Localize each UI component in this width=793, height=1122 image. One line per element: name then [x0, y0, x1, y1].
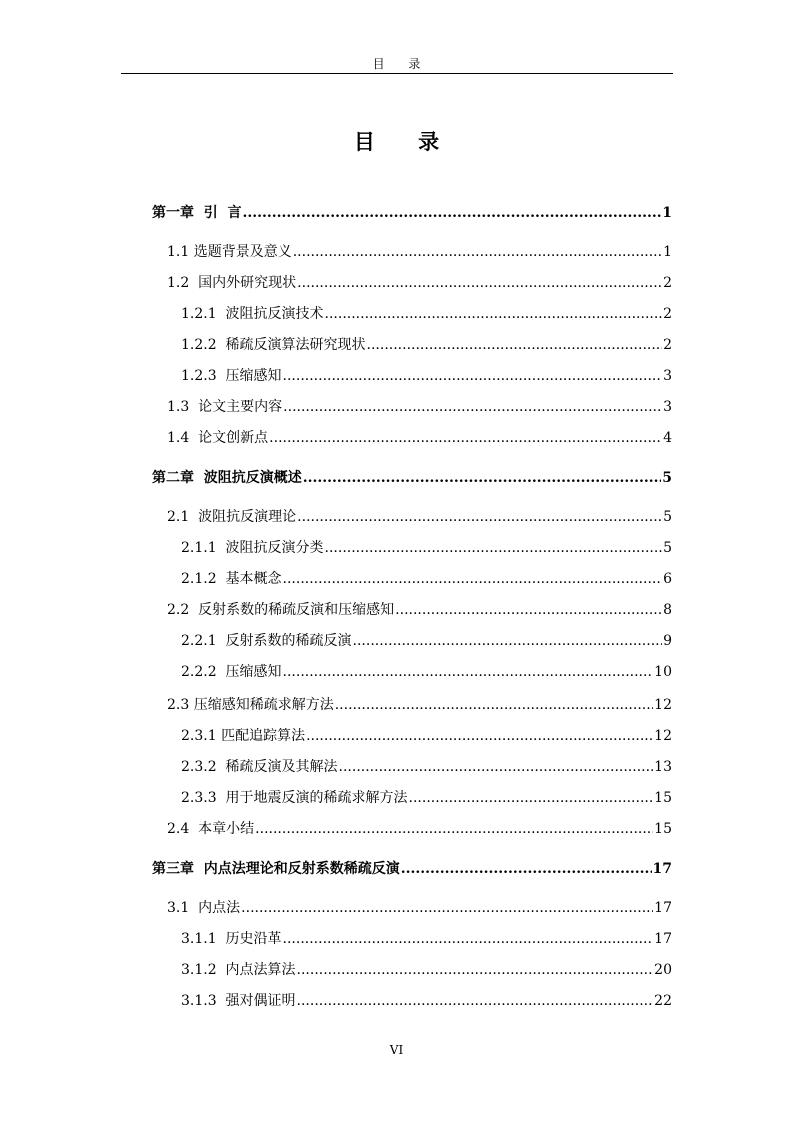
toc-entry-label: 1.1 选题背景及意义 [167, 244, 292, 260]
toc-entry[interactable] [181, 757, 672, 777]
toc-entry-label: 2.1.1 波阻抗反演分类 [181, 540, 324, 556]
toc-entry[interactable] [181, 366, 672, 386]
toc-entry-page: 5 [662, 470, 672, 486]
toc-entry[interactable] [167, 428, 672, 448]
toc-entry-page: 12 [654, 697, 672, 713]
dot-leader [303, 468, 662, 488]
toc-entry[interactable] [181, 538, 672, 558]
toc-entry-page: 17 [654, 931, 672, 947]
dot-leader [306, 726, 653, 746]
toc-entry-page: 5 [663, 509, 672, 525]
toc-entry[interactable] [181, 726, 672, 746]
dot-leader [293, 242, 662, 262]
dot-leader [325, 304, 663, 324]
toc-entry-page: 3 [663, 399, 672, 415]
dot-leader [353, 631, 663, 651]
toc-entry-label: 第二章 波阻抗反演概述 [152, 470, 302, 486]
toc-entry-page: 10 [654, 664, 672, 680]
toc-chapter-entry[interactable] [152, 468, 672, 488]
toc-entry[interactable] [181, 631, 672, 651]
toc-entry-label: 2.4 本章小结 [167, 821, 255, 837]
toc-entry-label: 第三章 内点法理论和反射系数稀疏反演 [152, 861, 400, 877]
toc-entry[interactable] [181, 662, 672, 682]
dot-leader [255, 819, 653, 839]
toc-entry-label: 1.2.3 压缩感知 [181, 368, 282, 384]
dot-leader [335, 695, 653, 715]
toc-entry-page: 2 [663, 337, 672, 353]
dot-leader [241, 898, 653, 918]
toc-entry[interactable] [181, 335, 672, 355]
toc-entry[interactable] [181, 788, 672, 808]
toc-entry-page: 8 [663, 602, 672, 618]
toc-entry[interactable] [181, 929, 672, 949]
toc-entry[interactable] [181, 569, 672, 589]
toc-entry-page: 15 [654, 790, 672, 806]
toc-entry-label: 2.2.1 反射系数的稀疏反演 [181, 633, 352, 649]
toc-entry-page: 6 [663, 571, 672, 587]
toc-entry-label: 2.1.2 基本概念 [181, 571, 282, 587]
toc-entry-page: 2 [663, 275, 672, 291]
toc-entry-page: 2 [663, 306, 672, 322]
toc-entry-page: 3 [663, 368, 672, 384]
dot-leader [325, 538, 663, 558]
toc-entry-page: 15 [654, 821, 672, 837]
dot-leader [283, 929, 654, 949]
toc-entry-page: 13 [654, 759, 672, 775]
toc-chapter-entry[interactable] [152, 203, 672, 223]
toc-entry-label: 2.3.1 匹配追踪算法 [181, 728, 306, 744]
dot-leader [297, 507, 662, 527]
toc-entry-label: 3.1.2 内点法算法 [181, 962, 296, 978]
dot-leader [297, 273, 662, 293]
toc-entry-label: 2.3 压缩感知稀疏求解方法 [167, 697, 334, 713]
toc-entry-label: 2.3.2 稀疏反演及其解法 [181, 759, 338, 775]
toc-entry-label: 第一章 引 言 [152, 205, 242, 221]
toc-entry-page: 5 [663, 540, 672, 556]
toc-entry-label: 2.1 波阻抗反演理论 [167, 509, 297, 525]
toc-entry-label: 2.2 反射系数的稀疏反演和压缩感知 [167, 602, 395, 618]
toc-entry-label: 3.1.1 历史沿革 [181, 931, 282, 947]
dot-leader [409, 788, 654, 808]
header-rule [121, 73, 673, 74]
toc-entry-label: 1.4 论文创新点 [167, 430, 269, 446]
dot-leader [339, 757, 654, 777]
toc-entry-page: 1 [662, 205, 672, 221]
toc-entry-label: 1.2.1 波阻抗反演技术 [181, 306, 324, 322]
dot-leader [283, 397, 662, 417]
dot-leader [395, 600, 662, 620]
toc-entry-label: 2.3.3 用于地震反演的稀疏求解方法 [181, 790, 408, 806]
running-header: 目 录 [372, 57, 431, 71]
toc-entry-page: 17 [652, 861, 672, 877]
dot-leader [297, 991, 654, 1011]
toc-entry[interactable] [181, 304, 672, 324]
toc-entry-page: 12 [654, 728, 672, 744]
toc-entry-label: 1.3 论文主要内容 [167, 399, 283, 415]
toc-entry[interactable] [181, 960, 672, 980]
toc-entry-page: 9 [663, 633, 672, 649]
toc-entry[interactable] [167, 242, 672, 262]
dot-leader [297, 960, 654, 980]
dot-leader [243, 203, 662, 223]
toc-entry[interactable] [167, 273, 672, 293]
toc-entry[interactable] [167, 695, 672, 715]
dot-leader [283, 569, 663, 589]
toc-entry-label: 1.2 国内外研究现状 [167, 275, 297, 291]
toc-entry[interactable] [181, 991, 672, 1011]
toc-entry-label: 3.1 内点法 [167, 900, 241, 916]
toc-entry[interactable] [167, 898, 672, 918]
page-title: 目 录 [353, 129, 458, 154]
toc-entry-page: 20 [654, 962, 672, 978]
dot-leader [269, 428, 662, 448]
toc-entry-label: 1.2.2 稀疏反演算法研究现状 [181, 337, 366, 353]
toc-entry-page: 17 [654, 900, 672, 916]
toc-chapter-entry[interactable] [152, 859, 672, 879]
toc-entry[interactable] [167, 397, 672, 417]
toc-entry-page: 4 [663, 430, 672, 446]
dot-leader [367, 335, 663, 355]
page-number: VI [389, 1043, 404, 1057]
toc-entry[interactable] [167, 600, 672, 620]
dot-leader [283, 662, 654, 682]
toc-entry[interactable] [167, 819, 672, 839]
dot-leader [401, 859, 652, 879]
toc-entry[interactable] [167, 507, 672, 527]
toc-entry-label: 2.2.2 压缩感知 [181, 664, 282, 680]
toc-entry-page: 1 [663, 244, 672, 260]
toc-entry-label: 3.1.3 强对偶证明 [181, 993, 296, 1009]
toc-entry-page: 22 [654, 993, 672, 1009]
dot-leader [283, 366, 663, 386]
